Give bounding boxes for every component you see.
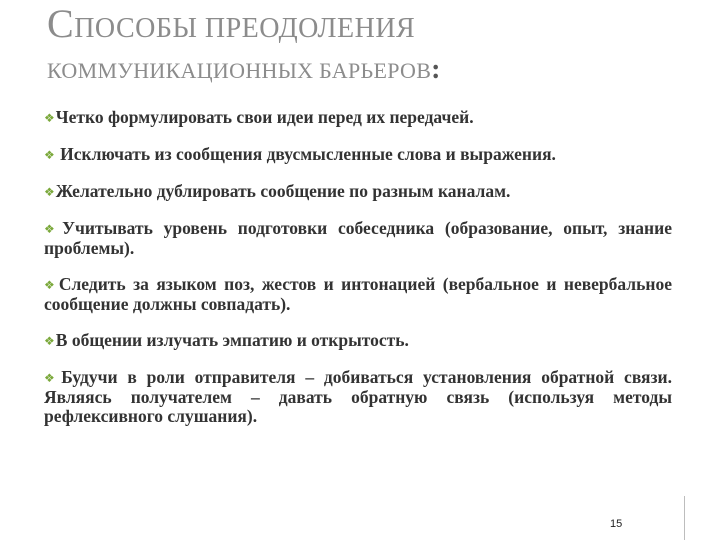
title-line-2 (47, 56, 441, 84)
diamond-bullet-icon: ❖ (44, 334, 55, 348)
diamond-bullet-icon: ❖ (44, 185, 55, 199)
bullet-item-4 (44, 219, 672, 258)
bullet-item-2 (44, 145, 672, 165)
bullet-item-7 (44, 368, 672, 426)
bullet-list (44, 108, 672, 426)
diamond-bullet-icon: ❖ (44, 111, 55, 125)
bullet-text-1: Четко формулировать свои идеи перед их передачей. (55, 107, 474, 127)
bullet-item-1 (44, 108, 672, 128)
bullet-text-4: Учитывать уровень подготовки собеседника (образование, опыт, знание проблемы). (44, 218, 672, 258)
title-colon: : (431, 54, 441, 85)
bullet-text-3: Желательно дублировать сообщение по разным каналам. (55, 181, 511, 201)
corner-divider (684, 496, 685, 540)
bullet-text-7: Будучи в роли отправителя – добиваться установления обратной связи. Являясь получателем – давать обратную связь (используя методы рефлексивного слушания). (44, 367, 673, 426)
bullet-text-6: В общении излучать эмпатию и открытость. (55, 330, 409, 350)
bullet-text-5: Следить за языком поз, жестов и интонацией (вербальное и невербальное сообщение должны совпадать). (44, 274, 672, 314)
title-initial: С (47, 1, 75, 46)
slide-title (47, 1, 441, 85)
diamond-bullet-icon: ❖ (44, 148, 55, 162)
title-line-1 (47, 1, 441, 46)
title-line-1-text: ПОСОБЫ ПРЕОДОЛЕНИЯ (74, 13, 416, 44)
page-number: 15 (610, 518, 623, 530)
bullet-item-3 (44, 182, 672, 202)
bullet-item-6 (44, 331, 672, 351)
diamond-bullet-icon: ❖ (44, 371, 61, 385)
bullet-text-2: Исключать из сообщения двусмысленные слова и выражения. (55, 144, 556, 164)
diamond-bullet-icon: ❖ (44, 222, 62, 236)
bullet-item-5 (44, 275, 672, 314)
title-line-2-text: КОММУНИКАЦИОННЫХ БАРЬЕРОВ (47, 58, 432, 83)
diamond-bullet-icon: ❖ (44, 278, 58, 292)
